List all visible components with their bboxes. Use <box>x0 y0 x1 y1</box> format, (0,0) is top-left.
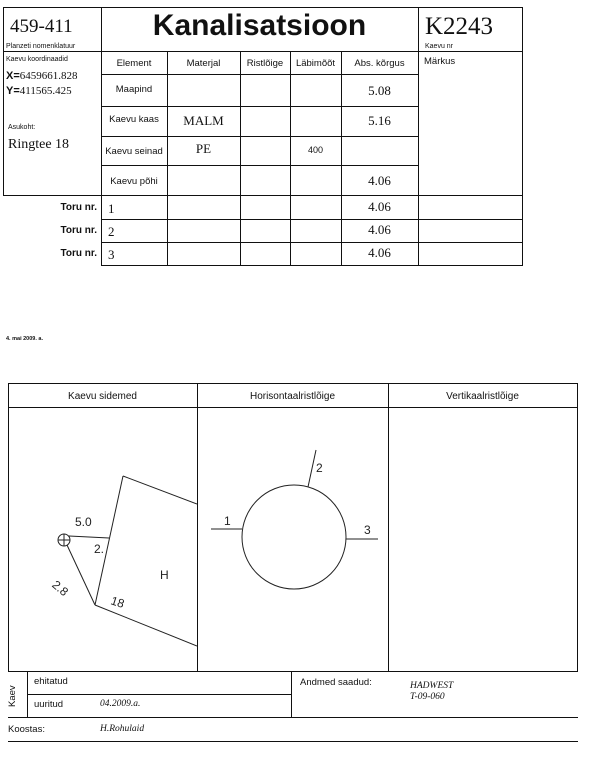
footer-line <box>8 741 578 742</box>
tie-label: 18 <box>109 593 127 611</box>
row-korgus: 5.08 <box>368 83 391 98</box>
row-element: Kaevu põhi <box>110 176 158 187</box>
row-korgus: 4.06 <box>368 173 391 188</box>
row-labimoot: 400 <box>307 145 324 155</box>
footer-line <box>8 717 578 718</box>
frame-right <box>522 7 523 265</box>
andmed-value: HADWEST <box>410 681 454 691</box>
pipe-korgus: 4.06 <box>368 245 391 260</box>
sheet-number-caption: Planzeti nomenklatuur <box>6 43 76 50</box>
sketch-col-title: Horisontaalristlõige <box>249 391 336 402</box>
th-labimoot: Läbimõõt <box>295 58 336 69</box>
andmed-label: Andmed saadud: <box>300 677 372 688</box>
pipe-number: 1 <box>108 201 115 216</box>
x-value: 6459661.828 <box>19 70 78 82</box>
coords-caption: Kaevu koordinaadid <box>6 56 68 63</box>
pipe-korgus: 4.06 <box>368 199 391 214</box>
pipe-korgus: 4.06 <box>368 222 391 237</box>
col-line-markus <box>418 7 419 265</box>
tie-label: H <box>160 568 169 582</box>
th-materjal: Materjal <box>186 58 221 69</box>
sketch-col-title: Kaevu sidemed <box>68 391 137 402</box>
uuritud-label: uuritud <box>34 699 64 710</box>
row-element: Kaevu seinad <box>105 146 163 157</box>
andmed-value: T-09-060 <box>410 692 445 702</box>
frame-top <box>3 7 523 8</box>
sketch-col-line-2 <box>388 383 389 671</box>
sketch-col-title: Vertikaalristlõige <box>446 391 519 402</box>
tie-line <box>69 536 109 538</box>
location-value: Ringtee 18 <box>8 137 70 152</box>
tie-line <box>67 545 95 605</box>
horizontal-section <box>198 408 388 670</box>
date-note: 4. mai 2009. a. <box>6 336 43 342</box>
row-line-4 <box>3 195 523 196</box>
uuritud-value: 04.2009.a. <box>100 699 141 709</box>
pipe-label: Toru nr. <box>60 225 97 236</box>
sketch-frame-top <box>8 383 578 384</box>
koostas-label: Koostas: <box>8 724 45 735</box>
ehitatud-label: ehitatud <box>34 676 68 687</box>
sketch-frame-right <box>577 383 578 671</box>
tie-label: 2. <box>94 542 105 556</box>
row-line-2 <box>101 136 418 137</box>
col-line-labimoot <box>290 51 291 265</box>
kaev-label: Kaev <box>7 685 18 707</box>
table-header-line <box>101 74 418 75</box>
y-value: 411565.425 <box>19 85 72 97</box>
pipe-label: Toru nr. <box>60 202 97 213</box>
frame-left <box>3 7 4 195</box>
pipe-number: 2 <box>108 224 115 239</box>
x-label: X= <box>6 70 20 82</box>
th-korgus: Abs. kõrgus <box>354 58 405 69</box>
row-element: Maapind <box>115 84 153 95</box>
sketch-frame-bottom <box>8 671 578 672</box>
well-code: K2243 <box>425 13 494 40</box>
col-line-ristloige <box>240 51 241 265</box>
th-ristloige: Ristlõige <box>246 58 284 69</box>
tie-line <box>123 476 197 504</box>
col-line-materjal <box>167 51 168 265</box>
x-coordinate <box>6 70 78 82</box>
row-korgus: 5.16 <box>368 113 391 128</box>
col-line-element <box>101 7 102 265</box>
pipe-line-1 <box>101 219 523 220</box>
pipe-label: 1 <box>224 514 231 528</box>
pipe-label: Toru nr. <box>60 248 97 259</box>
tie-line <box>95 605 197 646</box>
tie-label: 5.0 <box>75 515 92 529</box>
row-line-1 <box>101 106 418 107</box>
pipe-label: 3 <box>364 523 371 537</box>
y-label: Y= <box>6 85 20 97</box>
tie-sketch <box>9 408 197 670</box>
th-markus: Märkus <box>424 56 456 67</box>
header-bottom-line <box>3 51 523 52</box>
pipe-line <box>308 450 316 487</box>
th-element: Element <box>116 58 152 69</box>
row-element: Kaevu kaas <box>109 114 159 125</box>
well-code-caption: Kaevu nr <box>425 43 454 50</box>
row-materjal: PE <box>195 141 212 156</box>
footer-line <box>27 694 291 695</box>
page-title: Kanalisatsioon <box>152 9 367 42</box>
tie-line <box>95 476 123 605</box>
location-caption: Asukoht: <box>8 124 36 131</box>
pipe-number: 3 <box>108 247 115 262</box>
footer-line <box>291 671 292 717</box>
well-circle <box>242 485 346 589</box>
pipe-line-2 <box>101 242 523 243</box>
sheet-number: 459-411 <box>10 16 73 37</box>
row-materjal: MALM <box>183 113 224 128</box>
pipe-line-3 <box>101 265 523 266</box>
tie-label: 2.8 <box>49 577 72 599</box>
row-line-3 <box>101 165 418 166</box>
pipe-label: 2 <box>316 461 323 475</box>
koostas-value: H.Rohulaid <box>100 724 145 734</box>
y-coordinate <box>6 85 72 97</box>
